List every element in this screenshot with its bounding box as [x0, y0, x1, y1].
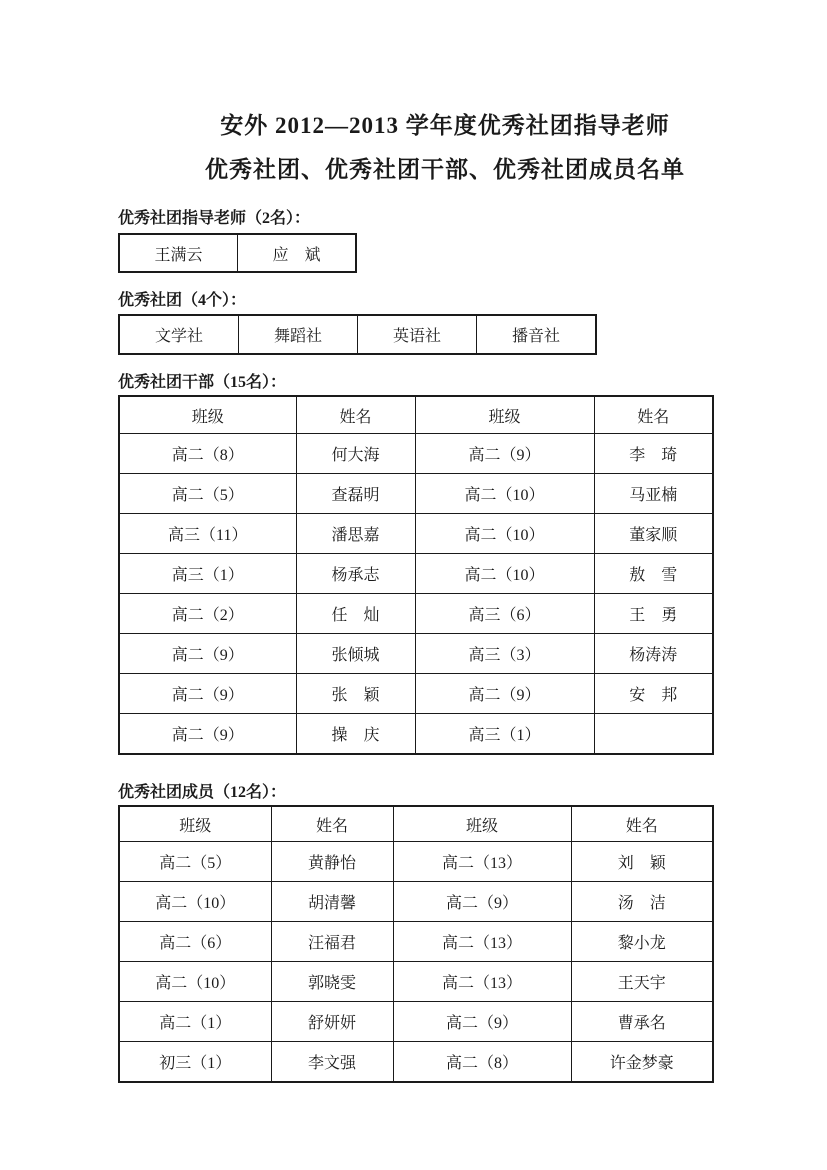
- class-cell: 高二（1）: [119, 1002, 271, 1042]
- class-cell: 高二（10）: [119, 962, 271, 1002]
- class-cell: 高三（1）: [415, 714, 594, 755]
- name-cell: 马亚楠: [594, 474, 713, 514]
- class-cell: 高二（8）: [393, 1042, 571, 1083]
- name-cell: 安 邦: [594, 674, 713, 714]
- name-cell: 黄静怡: [271, 842, 393, 882]
- class-cell: 高二（5）: [119, 474, 296, 514]
- class-cell: 高二（9）: [119, 634, 296, 674]
- cadres-table: [118, 395, 714, 755]
- class-cell: 高二（9）: [393, 882, 571, 922]
- name-cell: 董家顺: [594, 514, 713, 554]
- table-row: [119, 554, 713, 594]
- table-row: [119, 1002, 713, 1042]
- class-cell: 高二（10）: [415, 554, 594, 594]
- name-cell: 任 灿: [296, 594, 415, 634]
- name-cell: 舒妍妍: [271, 1002, 393, 1042]
- table-row: [119, 315, 596, 354]
- class-cell: 高二（10）: [415, 474, 594, 514]
- class-cell: 高二（9）: [415, 434, 594, 474]
- advisors-table: [118, 233, 357, 273]
- table-row: [119, 594, 713, 634]
- club-name-cell: 播音社: [477, 315, 597, 354]
- club-name-cell: 英语社: [358, 315, 477, 354]
- name-cell: 黎小龙: [571, 922, 713, 962]
- club-name-cell: 文学社: [119, 315, 239, 354]
- column-header: 姓名: [594, 396, 713, 434]
- clubs-section-label: 优秀社团（4个）：: [118, 292, 247, 309]
- name-cell: 曹承名: [571, 1002, 713, 1042]
- class-cell: 高三（1）: [119, 554, 296, 594]
- column-header: 班级: [119, 396, 296, 434]
- name-cell: 郭晓雯: [271, 962, 393, 1002]
- class-cell: 高二（2）: [119, 594, 296, 634]
- class-cell: 高二（13）: [393, 922, 571, 962]
- column-header: 班级: [393, 806, 571, 842]
- class-cell: 高三（11）: [119, 514, 296, 554]
- name-cell: 何大海: [296, 434, 415, 474]
- table-header-row: [119, 396, 713, 434]
- name-cell: [594, 714, 713, 755]
- name-cell: 许金梦豪: [571, 1042, 713, 1083]
- table-row: [119, 962, 713, 1002]
- name-cell: 王天宇: [571, 962, 713, 1002]
- title-line-1: 安外 2012—2013 学年度优秀社团指导老师: [220, 113, 670, 138]
- class-cell: 高二（9）: [393, 1002, 571, 1042]
- column-header: 姓名: [571, 806, 713, 842]
- class-cell: 高二（9）: [119, 674, 296, 714]
- table-row: [119, 474, 713, 514]
- advisor-name-cell: 王满云: [119, 234, 238, 272]
- name-cell: 汪福君: [271, 922, 393, 962]
- advisors-section-label: 优秀社团指导老师（2名）：: [118, 210, 311, 227]
- class-cell: 高二（10）: [415, 514, 594, 554]
- class-cell: 高二（13）: [393, 962, 571, 1002]
- class-cell: 高二（9）: [415, 674, 594, 714]
- class-cell: 高三（3）: [415, 634, 594, 674]
- table-row: [119, 234, 356, 272]
- cadres-section-label: 优秀社团干部（15名）：: [118, 374, 287, 391]
- table-row: [119, 674, 713, 714]
- title-line-2: 优秀社团、优秀社团干部、优秀社团成员名单: [205, 157, 685, 182]
- table-row: [119, 882, 713, 922]
- class-cell: 高三（6）: [415, 594, 594, 634]
- table-row: [119, 514, 713, 554]
- column-header: 班级: [415, 396, 594, 434]
- members-table: [118, 805, 714, 1083]
- name-cell: 杨涛涛: [594, 634, 713, 674]
- name-cell: 操 庆: [296, 714, 415, 755]
- class-cell: 高二（6）: [119, 922, 271, 962]
- table-row: [119, 634, 713, 674]
- name-cell: 敖 雪: [594, 554, 713, 594]
- name-cell: 张倾城: [296, 634, 415, 674]
- name-cell: 李文强: [271, 1042, 393, 1083]
- class-cell: 初三（1）: [119, 1042, 271, 1083]
- class-cell: 高二（10）: [119, 882, 271, 922]
- table-row: [119, 842, 713, 882]
- class-cell: 高二（8）: [119, 434, 296, 474]
- name-cell: 刘 颖: [571, 842, 713, 882]
- name-cell: 王 勇: [594, 594, 713, 634]
- members-section-label: 优秀社团成员（12名）：: [118, 784, 287, 801]
- advisor-name-cell: 应 斌: [238, 234, 357, 272]
- name-cell: 潘思嘉: [296, 514, 415, 554]
- table-row: [119, 434, 713, 474]
- name-cell: 张 颖: [296, 674, 415, 714]
- name-cell: 胡清馨: [271, 882, 393, 922]
- table-header-row: [119, 806, 713, 842]
- column-header: 姓名: [271, 806, 393, 842]
- class-cell: 高二（13）: [393, 842, 571, 882]
- clubs-table: [118, 314, 597, 355]
- club-name-cell: 舞蹈社: [239, 315, 358, 354]
- table-row: [119, 922, 713, 962]
- column-header: 班级: [119, 806, 271, 842]
- name-cell: 李 琦: [594, 434, 713, 474]
- document-title: [118, 104, 772, 192]
- table-row: [119, 714, 713, 755]
- name-cell: 汤 洁: [571, 882, 713, 922]
- name-cell: 杨承志: [296, 554, 415, 594]
- column-header: 姓名: [296, 396, 415, 434]
- name-cell: 查磊明: [296, 474, 415, 514]
- table-row: [119, 1042, 713, 1083]
- class-cell: 高二（5）: [119, 842, 271, 882]
- class-cell: 高二（9）: [119, 714, 296, 755]
